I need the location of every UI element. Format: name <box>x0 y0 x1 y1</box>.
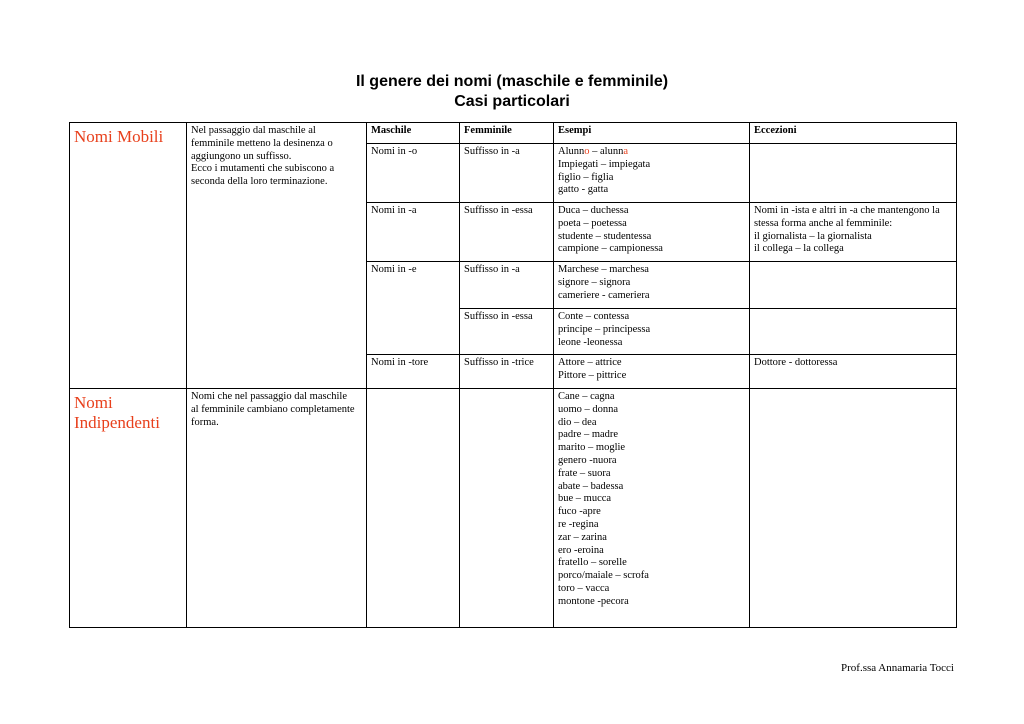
esempi-cell: Attore – attrice Pittore – pittrice <box>554 355 750 389</box>
header-esempi: Esempi <box>554 123 750 144</box>
table-row <box>70 123 957 144</box>
maschile-cell: Nomi in -tore <box>367 355 460 389</box>
document-title: Il genere dei nomi (maschile e femminile) <box>355 73 669 90</box>
femminile-cell: Suffisso in -essa <box>460 203 554 262</box>
table-row <box>70 389 957 628</box>
maschile-cell: Nomi in -e <box>367 262 460 355</box>
eccezioni-cell <box>750 309 957 355</box>
nomi-mobili-description: Nel passaggio dal maschile al femminile metteno la desinenza o aggiungono un suffisso. Ecco i mutamenti che subiscono a seconda della loro terminazione. <box>187 123 367 389</box>
femminile-cell: Suffisso in -essa <box>460 309 554 355</box>
esempi-cell: Cane – cagna uomo – donna dio – dea padre – madre marito – moglie genero -nuora frate – suora abate – badessa bue – mucca fuco -apre re -regina zar – zarina ero -eroina fratello – sorelle porco/maiale – scrofa toro – vacca montone -pecora <box>554 389 750 628</box>
esempi-cell: Conte – contessa principe – principessa leone -leonessa <box>554 309 750 355</box>
esempi-cell: Duca – duchessa poeta – poetessa studente – studentessa campione – campionessa <box>554 203 750 262</box>
maschile-cell <box>367 389 460 628</box>
category-nomi-indipendenti: Nomi Indipendenti <box>70 389 187 628</box>
femminile-cell <box>460 389 554 628</box>
header-eccezioni: Eccezioni <box>750 123 957 144</box>
maschile-cell: Nomi in -a <box>367 203 460 262</box>
eccezioni-cell <box>750 262 957 309</box>
esempi-cell: Marchese – marchesa signore – signora cameriere - cameriera <box>554 262 750 309</box>
eccezioni-cell <box>750 389 957 628</box>
eccezioni-cell: Dottore - dottoressa <box>750 355 957 389</box>
document-subtitle: Casi particolari <box>454 93 570 110</box>
category-nomi-mobili: Nomi Mobili <box>70 123 187 389</box>
author-footer: Prof.ssa Annamaria Tocci <box>841 662 954 674</box>
maschile-cell: Nomi in -o <box>367 144 460 203</box>
femminile-cell: Suffisso in -a <box>460 144 554 203</box>
gender-nouns-table <box>69 122 957 628</box>
eccezioni-cell: Nomi in -ista e altri in -a che mantengono la stessa forma anche al femminile: il giornalista – la giornalista il collega – la collega <box>750 203 957 262</box>
header-femminile: Femminile <box>460 123 554 144</box>
nomi-indipendenti-description: Nomi che nel passaggio dal maschile al femminile cambiano completamente forma. <box>187 389 367 628</box>
eccezioni-cell <box>750 144 957 203</box>
femminile-cell: Suffisso in -trice <box>460 355 554 389</box>
femminile-cell: Suffisso in -a <box>460 262 554 309</box>
example-highlighted: Alunno – alunna <box>558 146 628 157</box>
header-maschile: Maschile <box>367 123 460 144</box>
esempi-cell: Alunno – alunna Impiegati – impiegata figlio – figlia gatto - gatta <box>554 144 750 203</box>
